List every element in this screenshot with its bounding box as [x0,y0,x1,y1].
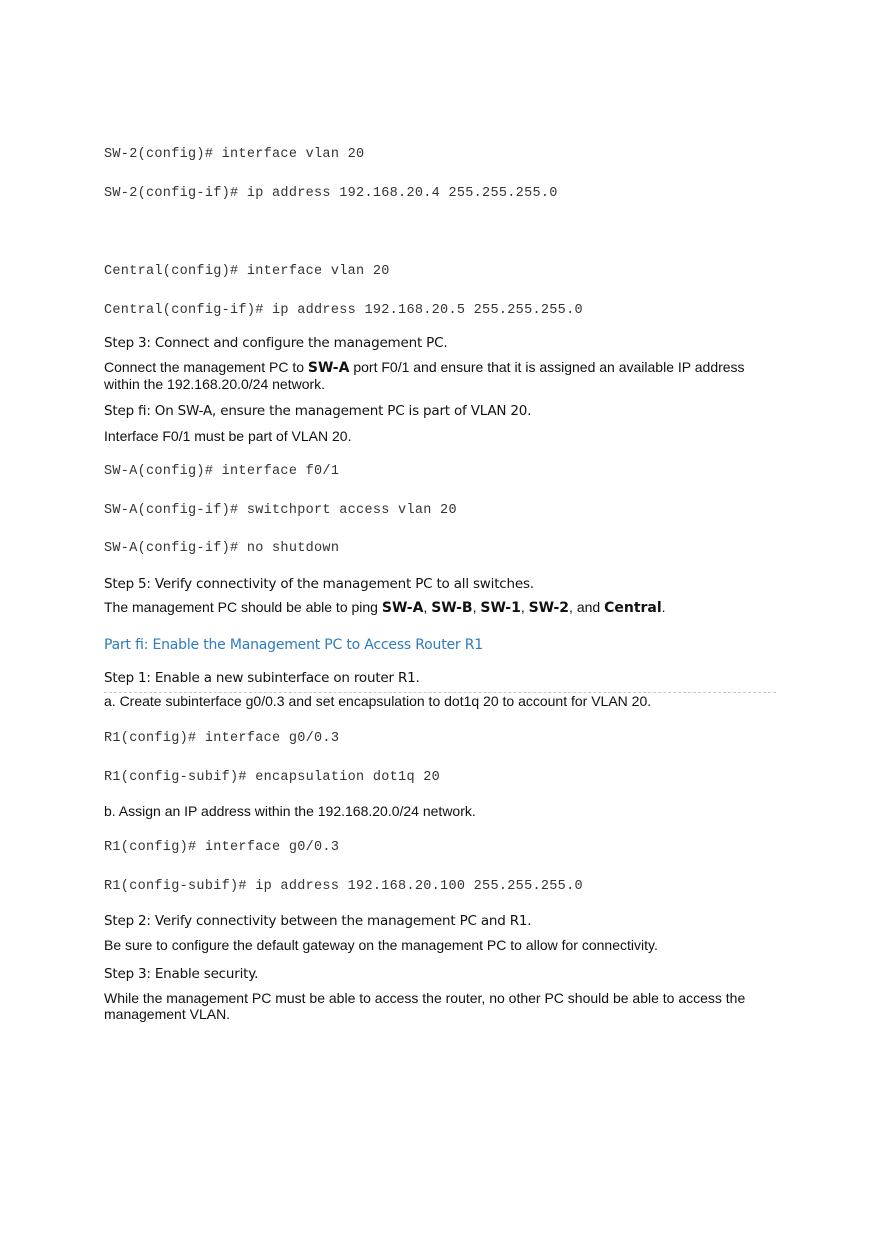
security-note: While the management PC must be able to access the router, no other PC should be able to access the management VLAN. [104,990,746,1022]
interface-note: Interface F0/1 must be part of VLAN 20. [104,428,352,444]
code-line-swa-vlan: SW-A(config-if)# switchport access vlan 20 [104,503,457,518]
code-line-central-ip: Central(config-if)# ip address 192.168.20.5 255.255.255.0 [104,303,583,318]
step5-heading: Step 5: Verify connectivity of the management PC to all switches. [104,576,534,592]
ping-sep-4: , and [569,599,605,615]
code-line-swa-noshut: SW-A(config-if)# no shutdown [104,541,340,556]
code-line-sw2-ip: SW-2(config-if)# ip address 192.168.20.4 255.255.255.0 [104,186,558,201]
code-line-sw2-interface: SW-2(config)# interface vlan 20 [104,147,365,162]
code-line-swa-interface: SW-A(config)# interface f0/1 [104,464,340,479]
ping-device-swa: SW-A [381,600,424,616]
connect-text-post: port F0/1 and ensure that it is assigned an available IP address within the 192.168.20.0/24 network. [104,359,745,392]
ping-sep-3: , [520,599,529,615]
list-item-a: a. Create subinterface g0/0.3 and set encapsulation to dot1q 20 to account for VLAN 20. [104,693,652,709]
ping-device-swb: SW-B [431,600,473,616]
code-line-r1-interface: R1(config)# interface g0/0.3 [104,731,340,746]
part-step2-heading: Step 2: Verify connectivity between the management PC and R1. [104,913,532,929]
code-line-central-interface: Central(config)# interface vlan 20 [104,264,390,279]
connect-text-pre: Connect the management PC to [104,359,308,375]
connect-device-name: SW-A [307,360,350,376]
ping-paragraph [104,599,666,616]
step3-heading: Step 3: Connect and configure the management PC. [104,335,448,351]
ping-sep-1: , [423,599,432,615]
ping-text-pre: The management PC should be able to ping [104,599,382,615]
step4-heading: Step ﬁ: On SW-A, ensure the management PC is part of VLAN 20. [104,403,532,419]
ping-device-sw2: SW-2 [528,600,570,616]
part-step1-heading: Step 1: Enable a new subinterface on router R1. [104,670,420,686]
ping-end: . [661,599,666,615]
ping-device-sw1: SW-1 [480,600,521,616]
part-step3-heading: Step 3: Enable security. [104,966,259,982]
code-line-r1-interface-2: R1(config)# interface g0/0.3 [104,840,340,855]
part-heading: Part ﬁ: Enable the Management PC to Access Router R1 [104,637,483,653]
gateway-note: Be sure to configure the default gateway on the management PC to allow for connectivity. [104,937,658,953]
code-line-r1-ip: R1(config-subif)# ip address 192.168.20.100 255.255.255.0 [104,879,583,894]
ping-sep-2: , [472,599,481,615]
ping-device-central: Central [604,600,662,616]
code-line-r1-encapsulation: R1(config-subif)# encapsulation dot1q 20 [104,770,441,785]
list-item-b: b. Assign an IP address within the 192.168.20.0/24 network. [104,803,476,819]
connect-paragraph [104,359,776,392]
